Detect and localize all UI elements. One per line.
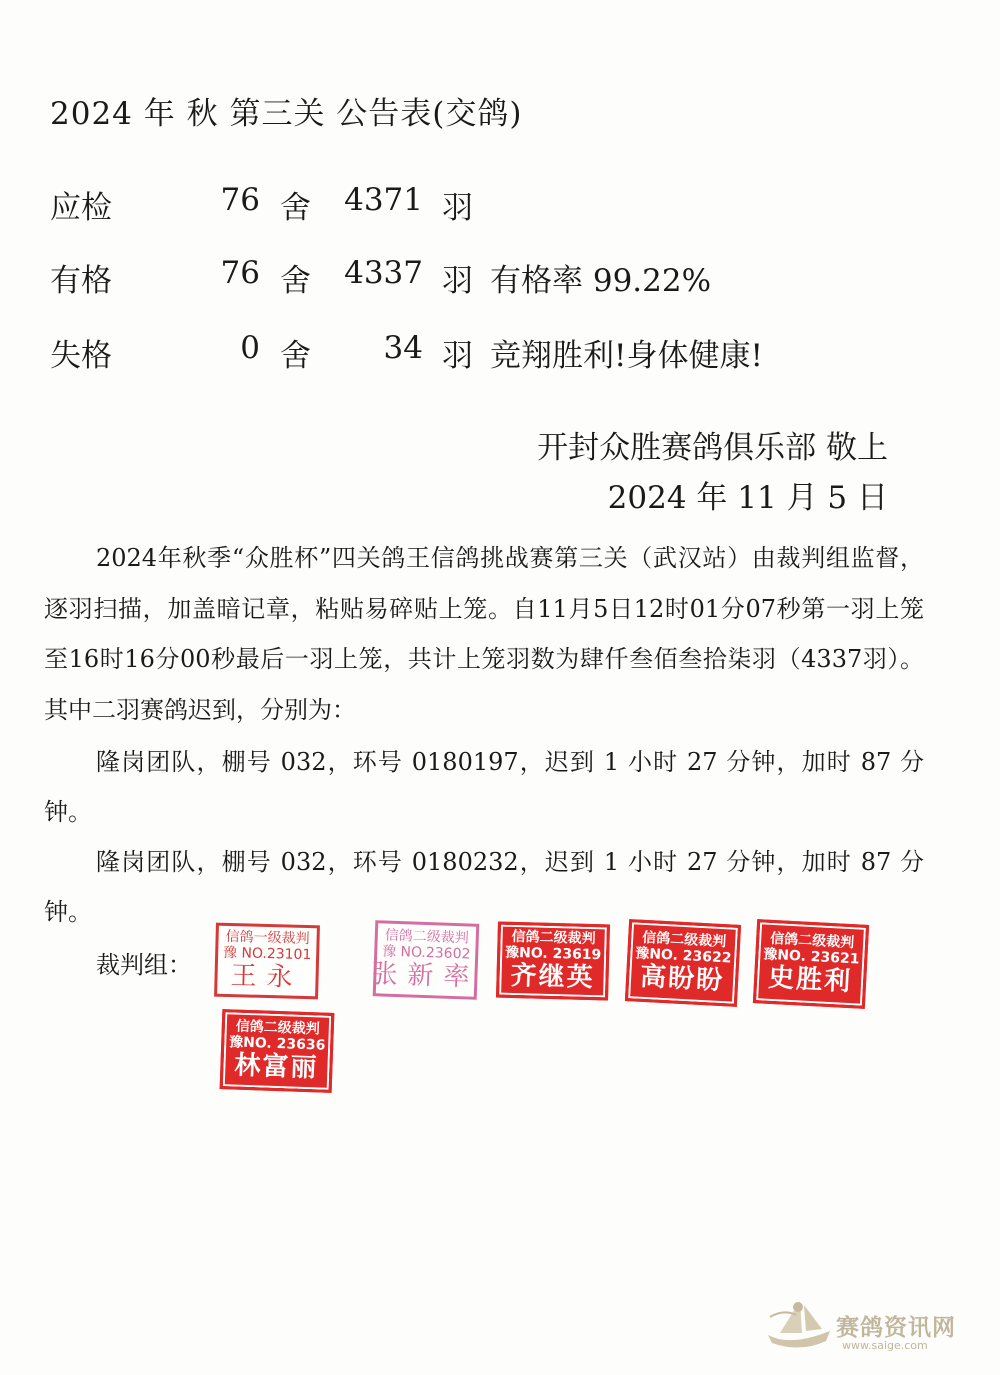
stamp-name: 张新率	[370, 959, 480, 993]
bird-unit: 羽	[442, 263, 473, 299]
stats-label: 有格	[50, 263, 112, 299]
stamp-number: 豫NO. 23621	[762, 946, 860, 968]
stamp-name: 齐继英	[510, 960, 595, 994]
signature-date: 2024 年 11 月 5 日	[607, 480, 888, 516]
bird-count: 4337	[344, 255, 423, 291]
watermark-name: 赛鸽资讯网	[836, 1315, 956, 1341]
bird-unit: 羽	[442, 338, 473, 374]
stamp-name: 王永	[230, 961, 303, 993]
stats-label: 应检	[50, 190, 112, 226]
site-watermark	[760, 1295, 960, 1355]
stamp-number: 豫NO. 23622	[634, 945, 732, 967]
greeting-text: 竞翔胜利!身体健康!	[490, 338, 763, 374]
qualified-rate: 有格率 99.22%	[490, 263, 712, 299]
stamp-name: 林富丽	[233, 1050, 319, 1084]
stamp-number: 豫 NO.23101	[222, 944, 312, 964]
stamp-number: 豫NO. 23619	[504, 944, 602, 964]
stats-row-inspected	[50, 182, 950, 226]
club-signature: 开封众胜赛鸽俱乐部 敬上	[537, 430, 888, 466]
stats-row-qualified	[50, 255, 950, 299]
watermark-url: www.saige.com	[842, 1339, 928, 1352]
stamp-title: 信鸽二级裁判	[769, 930, 855, 952]
loft-count: 76	[220, 255, 260, 291]
stamp-title: 信鸽二级裁判	[384, 927, 470, 947]
judge-stamp	[496, 922, 610, 1001]
stamp-number: 豫NO. 23636	[228, 1034, 326, 1054]
bird-count: 34	[383, 330, 423, 366]
stamp-title: 信鸽一级裁判	[225, 928, 310, 948]
stats-row-disqualified	[50, 330, 950, 374]
bird-unit: 羽	[442, 190, 473, 226]
stamp-title: 信鸽二级裁判	[511, 928, 596, 948]
body-paragraph: 2024年秋季“众胜杯”四关鸽王信鸽挑战赛第三关（武汉站）由裁判组监督，逐羽扫描，加盖暗记章，粘贴易碎贴上笼。自11月5日12时01分07秒第一羽上笼至16时16分00秒最后一羽上笼，共计上笼羽数为肆仟叁佰叁拾柒羽（4337羽）。其中二羽赛鸽迟到，分别为：	[44, 544, 924, 724]
judge-stamp	[370, 920, 480, 1000]
judge-stamp	[220, 1009, 335, 1093]
stamp-name: 高盼盼	[639, 961, 725, 997]
loft-unit: 舍	[280, 263, 311, 299]
loft-count: 76	[220, 182, 260, 218]
stats-label: 失格	[50, 338, 112, 374]
loft-count: 0	[240, 330, 260, 366]
bird-count: 4371	[344, 182, 423, 218]
document-title: 2024 年 秋 第三关 公告表(交鸽)	[50, 96, 523, 132]
loft-unit: 舍	[280, 190, 311, 226]
stamp-title: 信鸽二级裁判	[641, 929, 727, 951]
judges-label: 裁判组：	[96, 951, 192, 979]
stamp-name: 史胜利	[767, 962, 853, 998]
stamp-number: 豫 NO.23602	[381, 943, 471, 963]
late-entry: 隆岗团队，棚号 032，环号 0180232，迟到 1 小时 27 分钟，加时 87 分钟。	[44, 848, 924, 926]
judge-stamp	[214, 923, 320, 1000]
judge-stamp	[753, 919, 869, 1009]
late-entry: 隆岗团队，棚号 032，环号 0180197，迟到 1 小时 27 分钟，加时 87 分钟。	[44, 748, 924, 826]
judge-stamp	[625, 919, 741, 1007]
stamp-title: 信鸽二级裁判	[235, 1018, 321, 1038]
loft-unit: 舍	[280, 338, 311, 374]
pigeon-ship-logo-icon	[760, 1295, 840, 1357]
